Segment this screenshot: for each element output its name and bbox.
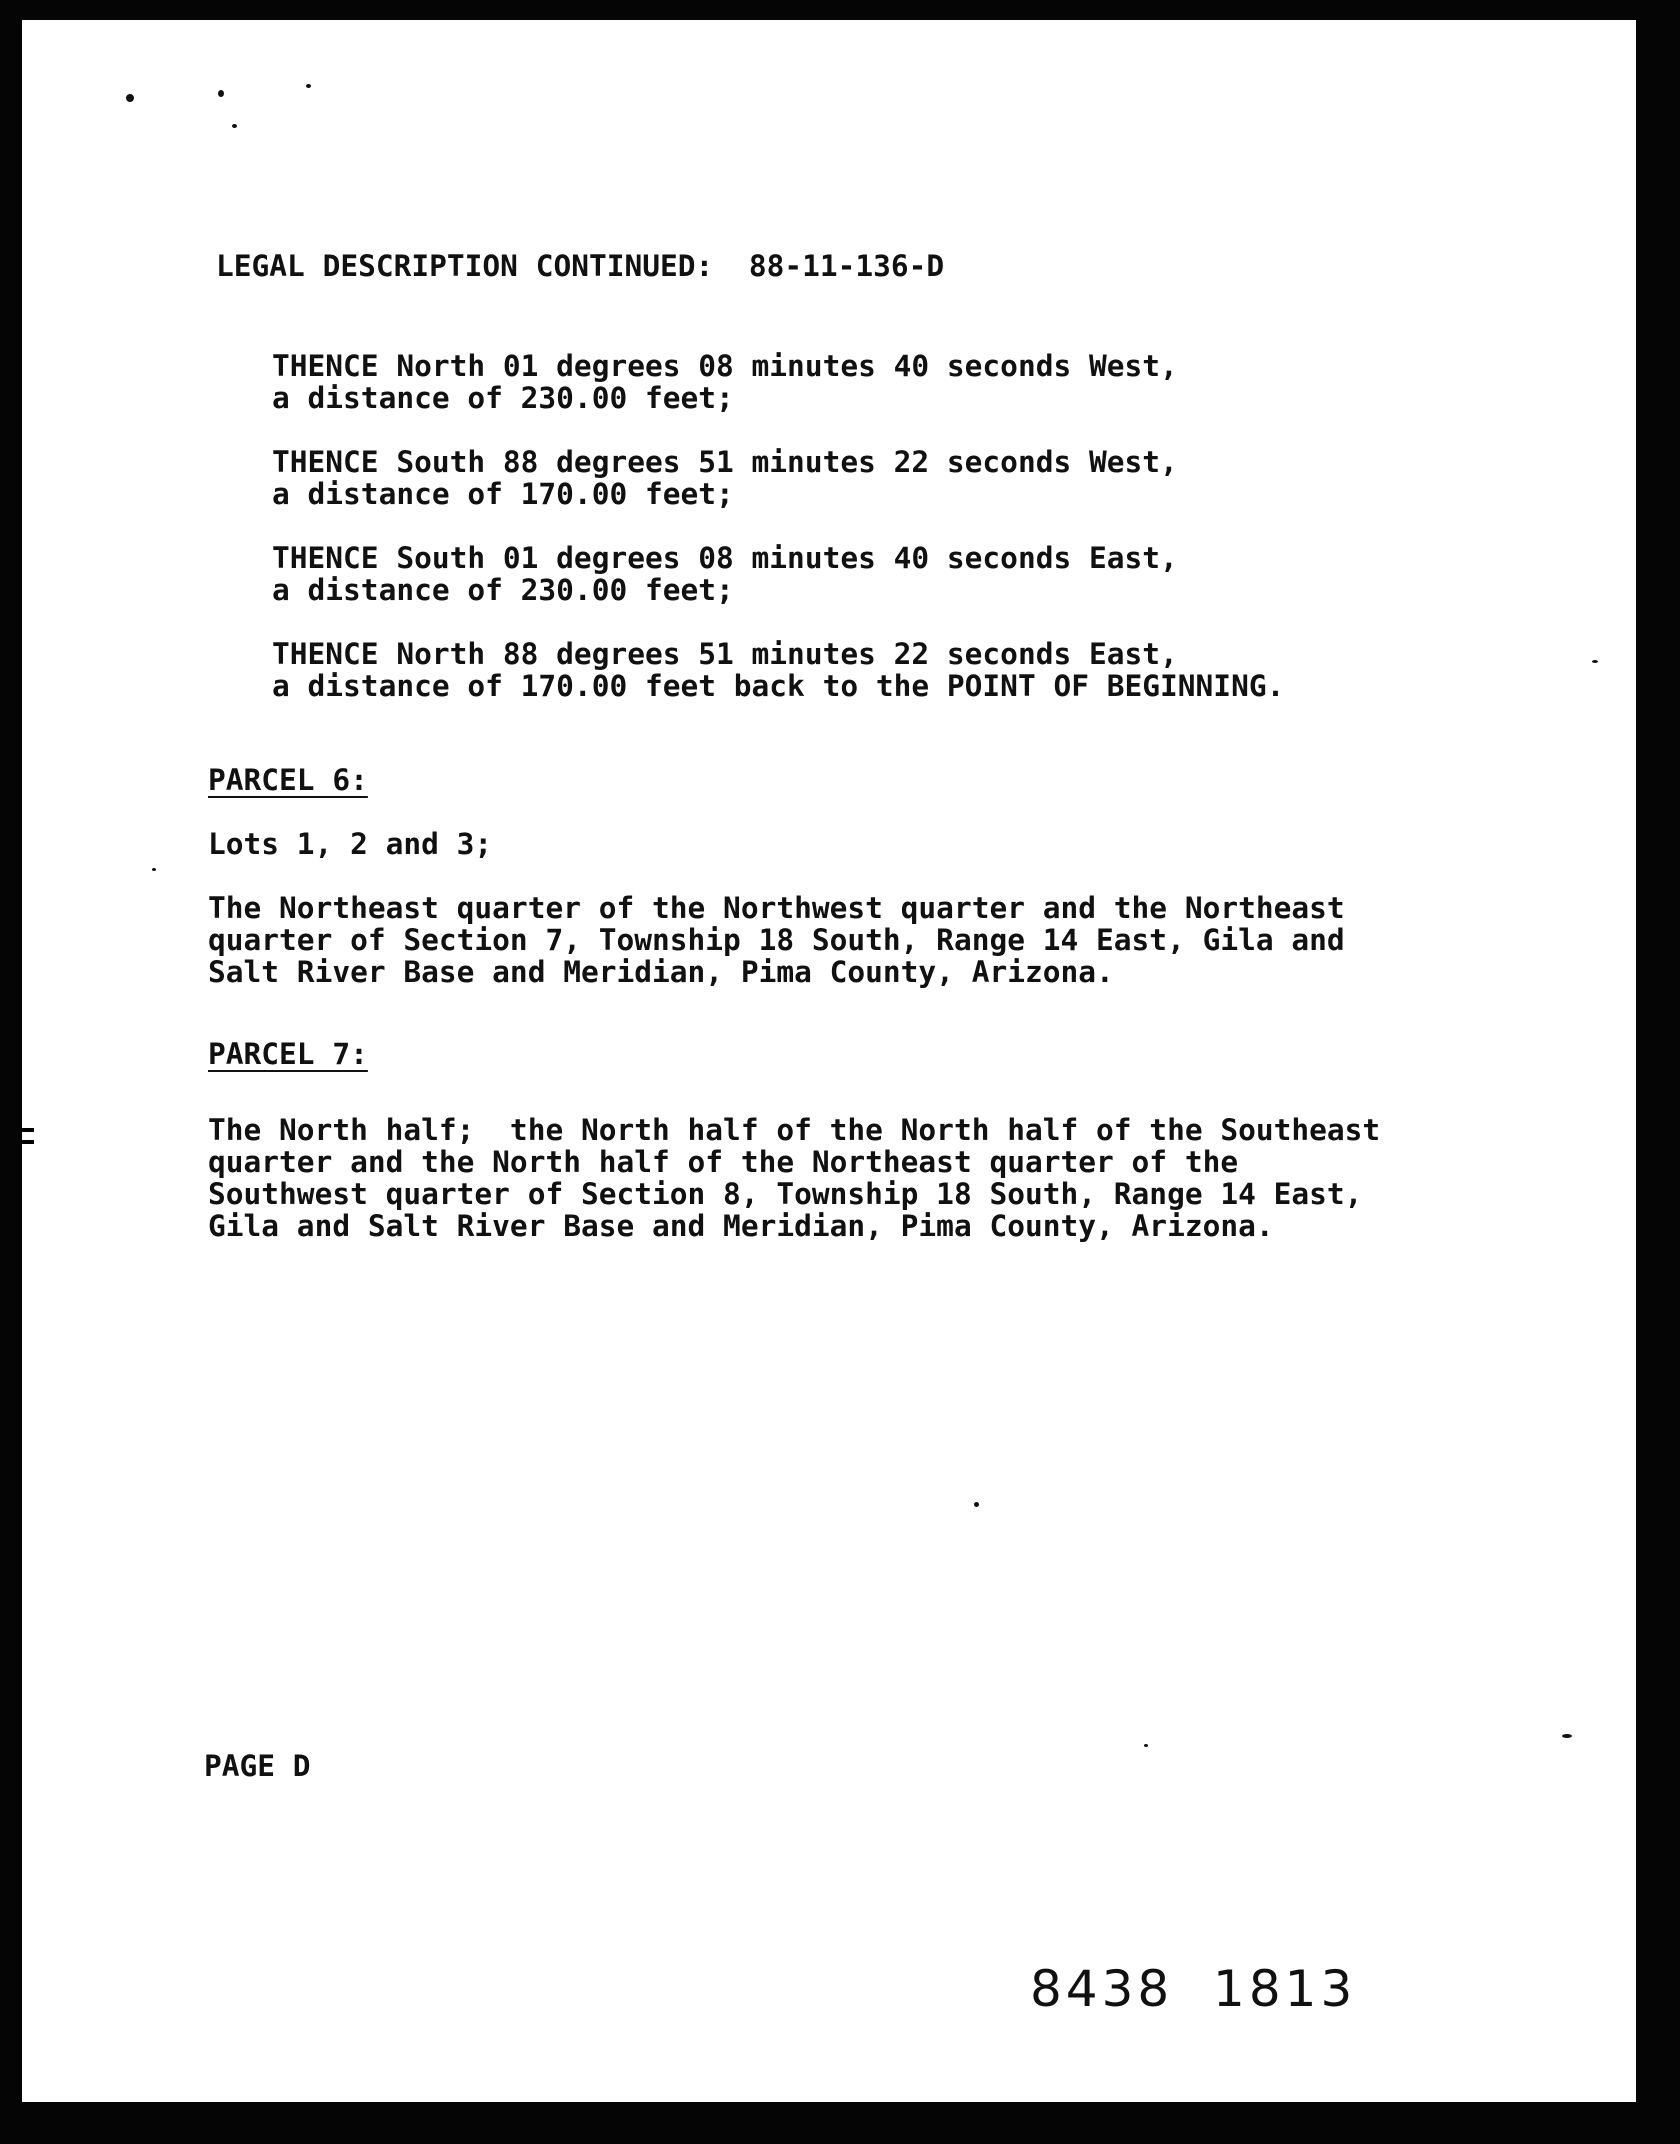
parcel-7-title: PARCEL 7:	[208, 1037, 368, 1071]
parcel-6-line-2: quarter of Section 7, Township 18 South, Range 14 East, Gila and	[208, 923, 1345, 957]
course-1-line-1: THENCE North 01 degrees 08 minutes 40 seconds West,	[272, 349, 1178, 383]
scan-edge-mark	[22, 1128, 34, 1132]
scan-speck	[232, 124, 237, 128]
parcel-6-line-1: The Northeast quarter of the Northwest quarter and the Northeast	[208, 891, 1345, 925]
scan-speck	[218, 90, 224, 97]
scan-speck	[974, 1502, 979, 1507]
course-3-line-2: a distance of 230.00 feet;	[272, 573, 734, 607]
scan-speck	[306, 84, 311, 88]
parcel-7-line-2: quarter and the North half of the Northeast quarter of the	[208, 1145, 1239, 1179]
stamp-number: 8438 1813	[1030, 1960, 1357, 2018]
page-label: PAGE D	[204, 1749, 311, 1783]
course-2-line-2: a distance of 170.00 feet;	[272, 477, 734, 511]
parcel-7-line-4: Gila and Salt River Base and Meridian, Pima County, Arizona.	[208, 1209, 1274, 1243]
parcel-6-line-3: Salt River Base and Meridian, Pima County, Arizona.	[208, 955, 1114, 989]
course-1-line-2: a distance of 230.00 feet;	[272, 381, 734, 415]
scan-speck	[126, 94, 134, 102]
document-page	[22, 20, 1636, 2102]
parcel-7-line-1: The North half; the North half of the North half of the Southeast	[208, 1113, 1381, 1147]
scan-speck	[1144, 1744, 1148, 1747]
scan-edge-mark	[22, 1140, 34, 1144]
course-4-line-2: a distance of 170.00 feet back to the POINT OF BEGINNING.	[272, 669, 1285, 703]
scan-speck	[152, 868, 156, 871]
document-heading: LEGAL DESCRIPTION CONTINUED: 88-11-136-D	[216, 249, 945, 283]
scan-speck	[1592, 660, 1598, 663]
scan-speck	[1562, 1734, 1572, 1738]
course-3-line-1: THENCE South 01 degrees 08 minutes 40 seconds East,	[272, 541, 1178, 575]
parcel-7-line-3: Southwest quarter of Section 8, Township 18 South, Range 14 East,	[208, 1177, 1363, 1211]
parcel-6-lots: Lots 1, 2 and 3;	[208, 827, 493, 861]
parcel-6-title: PARCEL 6:	[208, 763, 368, 797]
course-2-line-1: THENCE South 88 degrees 51 minutes 22 seconds West,	[272, 445, 1178, 479]
course-4-line-1: THENCE North 88 degrees 51 minutes 22 seconds East,	[272, 637, 1178, 671]
